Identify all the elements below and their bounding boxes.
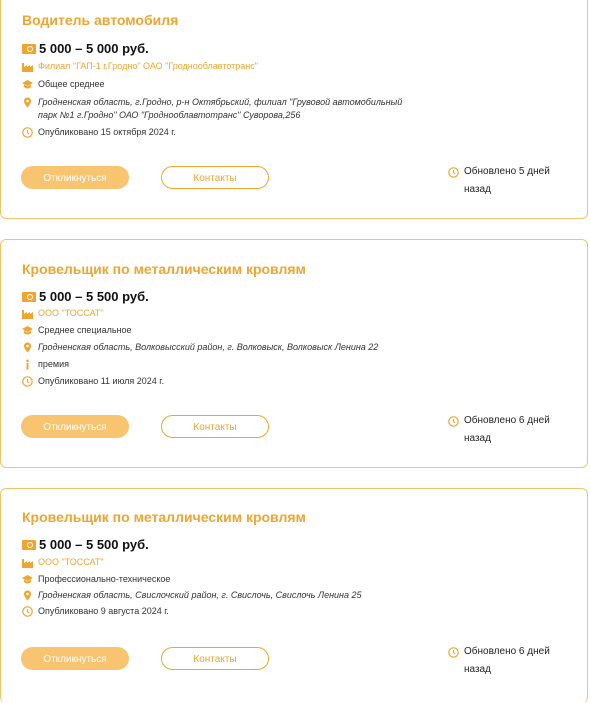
salary: 5 000 – 5 000 руб.	[39, 41, 149, 56]
clock-icon	[448, 647, 459, 658]
graduation-cap-icon	[22, 79, 33, 90]
graduation-cap-icon	[22, 325, 33, 336]
published-row	[22, 126, 176, 139]
company-name[interactable]: ООО "ТОССАТ"	[38, 557, 104, 567]
published-date: Опубликовано 11 июля 2024 г.	[38, 376, 164, 386]
salary-row	[22, 289, 149, 304]
apply-button[interactable]: Откликнуться	[21, 647, 129, 670]
job-card	[0, 239, 588, 468]
clock-icon	[22, 127, 33, 138]
salary-row	[22, 537, 149, 552]
apply-button[interactable]: Откликнуться	[21, 415, 129, 438]
updated-text: Обновлено 6 дней назад	[464, 646, 550, 675]
money-icon	[22, 292, 36, 302]
factory-icon	[22, 61, 33, 72]
published-row	[22, 605, 169, 618]
salary: 5 000 – 5 500 руб.	[39, 537, 149, 552]
education: Общее среднее	[38, 79, 105, 89]
contacts-button[interactable]: Контакты	[161, 647, 269, 670]
graduation-cap-icon	[22, 574, 33, 585]
money-icon	[22, 540, 36, 550]
job-title[interactable]: Кровельщик по металлическим кровлям	[22, 261, 306, 277]
address: Гродненская область, Свислочский район, г. Свислочь, Свислочь Ленина 25	[38, 590, 362, 600]
updated-text: Обновлено 5 дней назад	[464, 166, 550, 195]
bonus-row	[22, 358, 69, 371]
apply-button[interactable]: Откликнуться	[21, 166, 129, 189]
job-title[interactable]: Водитель автомобиля	[22, 12, 179, 28]
bonus: премия	[38, 359, 69, 369]
updated-info	[448, 412, 559, 448]
education-row	[22, 573, 170, 586]
company-name[interactable]: Филиал "ГАП-1 г.Гродно" ОАО "Гроднооблавтотранс"	[38, 61, 258, 71]
factory-icon	[22, 308, 33, 319]
education: Среднее специальное	[38, 325, 132, 335]
education: Профессионально-техническое	[38, 574, 171, 584]
contacts-button[interactable]: Контакты	[161, 166, 269, 189]
clock-icon	[448, 167, 459, 178]
location-pin-icon	[22, 342, 33, 353]
location-pin-icon	[22, 97, 33, 108]
education-row	[22, 324, 132, 337]
address-row	[22, 341, 378, 354]
job-title[interactable]: Кровельщик по металлическим кровлям	[22, 509, 306, 525]
updated-info	[448, 643, 559, 679]
contacts-button[interactable]: Контакты	[161, 415, 269, 438]
company-row	[22, 60, 258, 73]
location-pin-icon	[22, 590, 33, 601]
address: Гродненская область, г.Гродно, р-н Октябрьский, филиал "Грувовой автомобильный парк №1 г.Гродно" ОАО "Гроднооблавтотранс" Суворова,256	[38, 97, 403, 120]
address-row	[22, 96, 418, 122]
published-date: Опубликовано 15 октября 2024 г.	[38, 127, 176, 137]
job-card	[0, 0, 588, 219]
factory-icon	[22, 557, 33, 568]
education-row	[22, 78, 105, 91]
updated-text: Обновлено 6 дней назад	[464, 415, 550, 444]
published-row	[22, 375, 164, 388]
published-date: Опубликовано 9 августа 2024 г.	[38, 606, 169, 616]
clock-icon	[22, 376, 33, 387]
clock-icon	[448, 416, 459, 427]
address-row	[22, 589, 362, 602]
address: Гродненская область, Волковысский район, г. Волковыск, Волковыск Ленина 22	[38, 342, 379, 352]
updated-info	[448, 163, 559, 199]
company-name[interactable]: ООО "ТОССАТ"	[38, 308, 104, 318]
money-icon	[22, 44, 36, 54]
info-icon	[22, 359, 33, 370]
salary: 5 000 – 5 500 руб.	[39, 289, 149, 304]
company-row	[22, 556, 104, 569]
salary-row	[22, 41, 149, 56]
job-card	[0, 488, 588, 703]
company-row	[22, 307, 104, 320]
clock-icon	[22, 606, 33, 617]
